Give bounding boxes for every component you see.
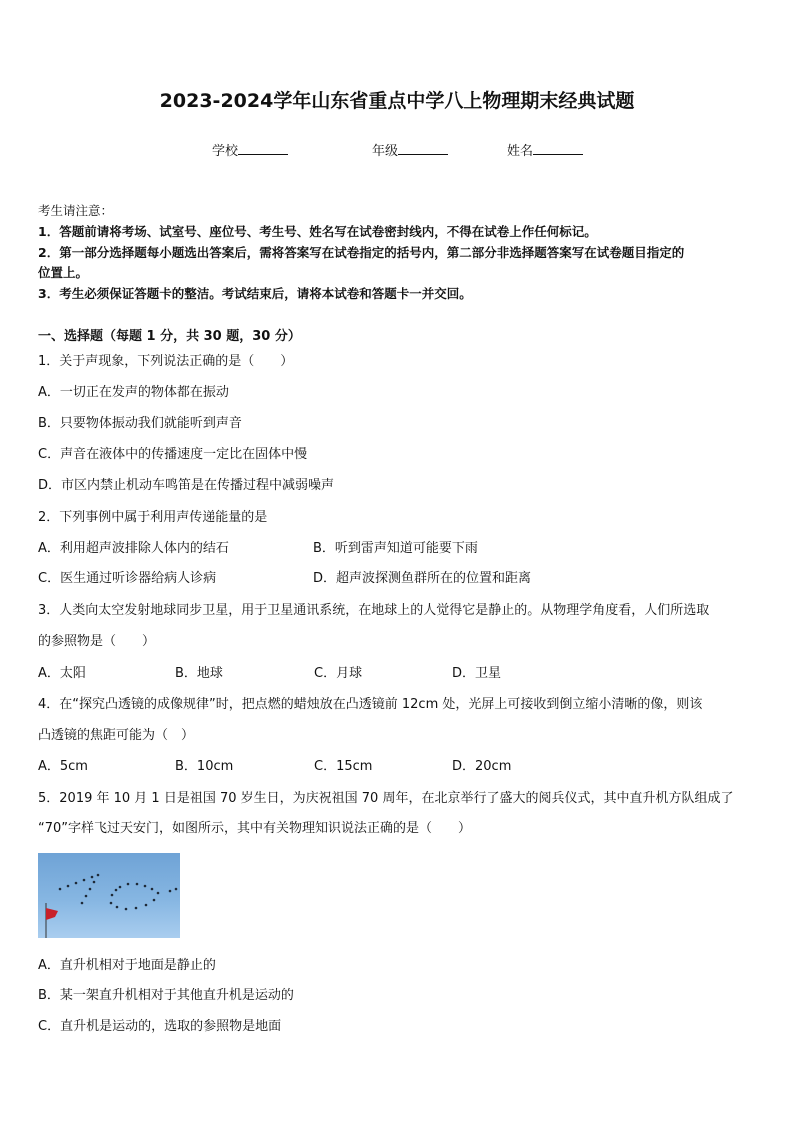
q1-option-a: A．一切正在发声的物体都在振动 — [38, 385, 229, 400]
grade-field — [372, 140, 448, 159]
q1-option-c: C．声音在液体中的传播速度一定比在固体中慢 — [38, 447, 308, 462]
q1-option-b: B．只要物体振动我们就能听到声音 — [38, 416, 242, 431]
question-1-stem: 1．关于声现象，下列说法正确的是（ ） — [38, 354, 294, 369]
name-field — [507, 140, 583, 159]
section-heading: 一、选择题（每题 1 分，共 30 题，30 分） — [38, 329, 301, 344]
name-blank[interactable] — [533, 142, 583, 155]
notice-item: 位置上。 — [38, 265, 89, 280]
q2-option-d: D．超声波探测鱼群所在的位置和距离 — [313, 571, 532, 586]
exam-title: 2023-2024学年山东省重点中学八上物理期末经典试题 — [159, 90, 635, 112]
question-4-stem-cont: 凸透镜的焦距可能为（ ） — [38, 728, 195, 743]
question-4-stem: 4．在“探究凸透镜的成像规律”时，把点燃的蜡烛放在凸透镜前 12cm 处，光屏上可接收到倒立缩小清晰的像，则该 — [38, 697, 703, 712]
q4-option-c: C．15cm — [314, 759, 373, 774]
q2-option-a: A．利用超声波排除人体内的结石 — [38, 541, 229, 556]
notice-item: 3．考生必须保证答题卡的整洁。考试结束后，请将本试卷和答题卡一并交回。 — [38, 286, 472, 301]
q3-option-b: B．地球 — [175, 666, 223, 681]
q1-option-d: D．市区内禁止机动车鸣笛是在传播过程中减弱噪声 — [38, 478, 335, 493]
q2-option-b: B．听到雷声知道可能要下雨 — [313, 541, 478, 556]
question-5-stem: 5．2019 年 10 月 1 日是祖国 70 岁生日，为庆祝祖国 70 周年，在北京举行了盛大的阅兵仪式，其中直升机方队组成了 — [38, 791, 734, 806]
q5-option-c: C．直升机是运动的，选取的参照物是地面 — [38, 1019, 282, 1034]
name-label: 姓名 — [507, 144, 534, 159]
notice-heading: 考生请注意： — [38, 203, 114, 218]
q3-option-c: C．月球 — [314, 666, 363, 681]
helicopters-seven — [59, 874, 100, 905]
notice-item: 2．第一部分选择题每小题选出答案后，需将答案写在试卷指定的括号内，第二部分非选择题答案写在试卷题目指定的 — [38, 245, 685, 260]
q5-option-a: A．直升机相对于地面是静止的 — [38, 958, 216, 973]
question-3-stem-cont: 的参照物是（ ） — [38, 634, 156, 649]
flag-shape — [46, 908, 58, 920]
notice-item: 1．答题前请将考场、试室号、座位号、考生号、姓名写在试卷密封线内，不得在试卷上作任何标记。 — [38, 224, 597, 239]
school-field — [212, 140, 288, 159]
grade-label: 年级 — [372, 144, 399, 159]
question-3-stem: 3．人类向太空发射地球同步卫星，用于卫星通讯系统，在地球上的人觉得它是静止的。从物理学角度看，人们所选取 — [38, 603, 710, 618]
helicopter-formation-photo — [38, 853, 180, 938]
question-5-stem-cont: “70”字样飞过天安门，如图所示，其中有关物理知识说法正确的是（ ） — [38, 821, 472, 836]
q3-option-d: D．卫星 — [452, 666, 502, 681]
helicopter-formation-illustration — [38, 853, 180, 938]
q5-option-b: B．某一架直升机相对于其他直升机是运动的 — [38, 988, 294, 1003]
grade-blank[interactable] — [398, 142, 448, 155]
q4-option-d: D．20cm — [452, 759, 512, 774]
question-2-stem: 2．下列事例中属于利用声传递能量的是 — [38, 510, 268, 525]
school-label: 学校 — [212, 144, 239, 159]
q4-option-a: A．5cm — [38, 759, 88, 774]
q3-option-a: A．太阳 — [38, 666, 86, 681]
q2-option-c: C．医生通过听诊器给病人诊病 — [38, 571, 217, 586]
helicopters-zero — [110, 883, 178, 911]
school-blank[interactable] — [238, 142, 288, 155]
q4-option-b: B．10cm — [175, 759, 234, 774]
